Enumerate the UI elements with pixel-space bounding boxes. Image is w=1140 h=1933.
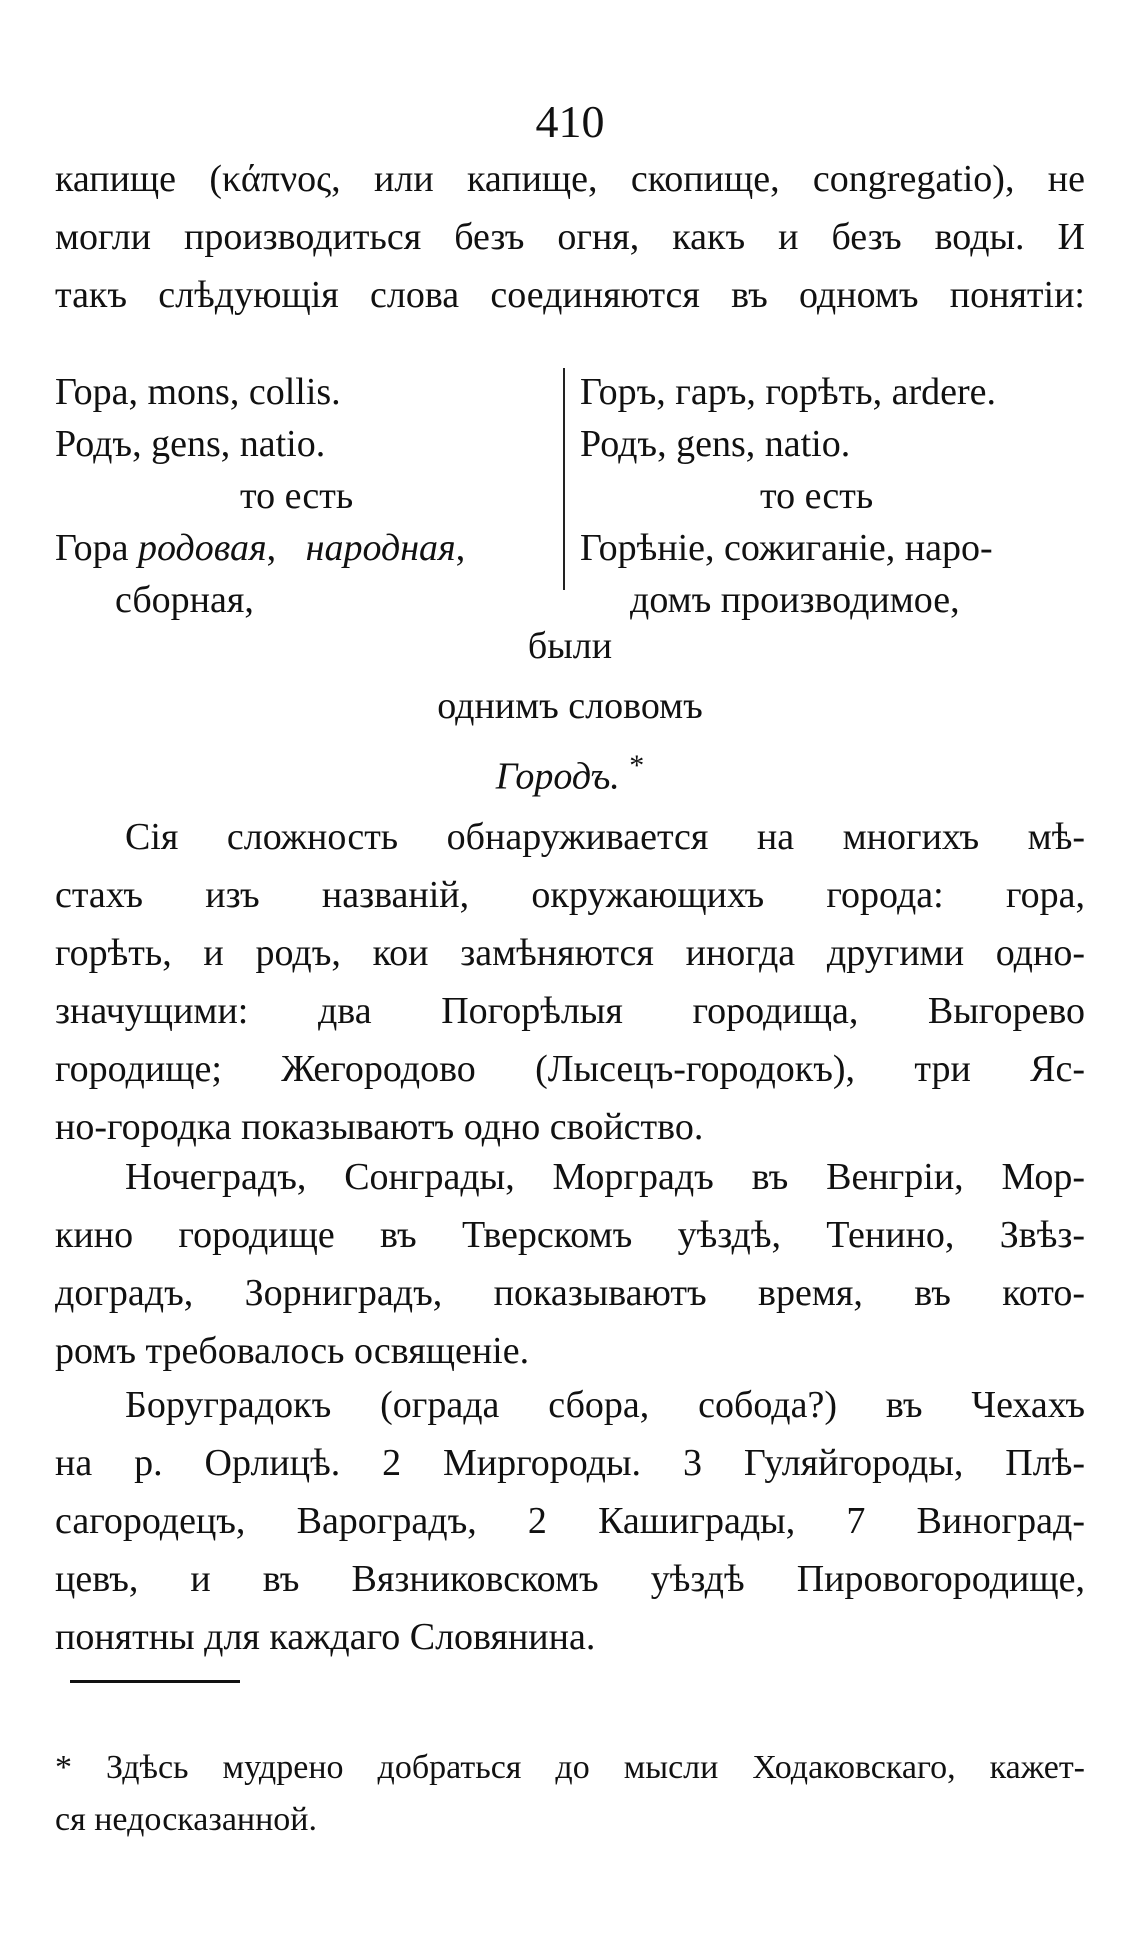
right-column-line: Горъ, гаръ, горѣть, ardere. [580,371,996,413]
paragraph-line: значущими: два Погорѣлыя городища, Выгорево [55,990,1085,1032]
right-column-line: Горѣніе, сожиганіе, наро- [580,527,993,569]
footnote-text: Здѣсь мудрено добраться до мысли Ходаковскаго, кажет- [106,1749,1086,1786]
left-column-line: Родъ, gens, natio. [55,423,326,465]
left-column-line [55,522,550,574]
footnote [55,1742,1085,1846]
column-divider [563,368,565,590]
left-column [55,366,550,626]
paragraph-three [55,1376,1085,1666]
left-column-line: сборная, [115,579,254,621]
right-column-line: Родъ, gens, natio. [580,423,851,465]
left-column-text: , [266,527,286,569]
intro-line: капище (κάπνος, или капище, скопище, congregatio), не [55,158,1085,200]
paragraph-line: кино городище въ Тверскомъ уѣздѣ, Тенино, Звѣз- [55,1214,1085,1256]
paragraph-line: стахъ изъ названій, окружающихъ города: гора, [55,874,1085,916]
paragraph-one [55,808,1085,1156]
center-were: были [527,625,613,667]
center-one-word: однимъ словомъ [437,685,703,727]
right-column-line: то есть [760,475,874,517]
left-column-text: , [455,527,466,569]
paragraph-line: сагородецъ, Вароградъ, 2 Кашиграды, 7 Виноград- [55,1500,1085,1542]
paragraph-line: на р. Орлицѣ. 2 Миргороды. 3 Гуляйгороды, Плѣ- [55,1442,1085,1484]
footnote-line [55,1742,1085,1794]
paragraph-line: цевъ, и въ Вязниковскомъ уѣздѣ Пировогородище, [55,1558,1085,1600]
right-column-line: домъ производимое, [630,579,960,621]
left-column-italic: родовая [138,527,267,569]
intro-line: могли производиться безъ огня, какъ и безъ воды. И [55,216,1085,258]
footnote-star: * [55,1749,72,1786]
paragraph-line: доградъ, Зорниградъ, показываютъ время, въ кото- [55,1272,1085,1314]
page-number: 410 [535,96,605,147]
left-column-line: Гора, mons, collis. [55,371,341,413]
right-column [580,366,1085,626]
paragraph-line: ромъ требовалось освященіе. [55,1330,530,1372]
paragraph-line: Сія сложность обнаруживается на многихъ мѣ- [125,816,1085,858]
left-column-text: Гора [55,527,138,569]
footnote-mark: * [629,749,645,782]
footnote-line: ся недосказанной. [55,1801,318,1838]
paragraph-two [55,1148,1085,1380]
paragraph-line: Боруградокъ (ограда сбора, собода?) въ Чехахъ [125,1384,1085,1426]
left-column-line: то есть [240,475,354,517]
intro-paragraph [55,150,1085,324]
left-column-italic: народная [305,527,456,569]
center-gorod [0,740,1140,803]
intro-line: такъ слѣдующія слова соединяются въ одномъ понятіи: [55,274,1085,316]
paragraph-line: городище; Жегородово (Лысецъ-городокъ), три Яс- [55,1048,1085,1090]
footnote-divider [70,1680,240,1683]
paragraph-line: но-городка показываютъ одно свойство. [55,1106,704,1148]
paragraph-line: горѣть, и родъ, кои замѣняются иногда другими одно- [55,932,1085,974]
gorod-word: Городъ. [495,755,620,798]
paragraph-line: понятны для каждаго Словянина. [55,1616,596,1658]
paragraph-line: Ночеградъ, Сонграды, Морградъ въ Венгріи, Мор- [125,1156,1085,1198]
